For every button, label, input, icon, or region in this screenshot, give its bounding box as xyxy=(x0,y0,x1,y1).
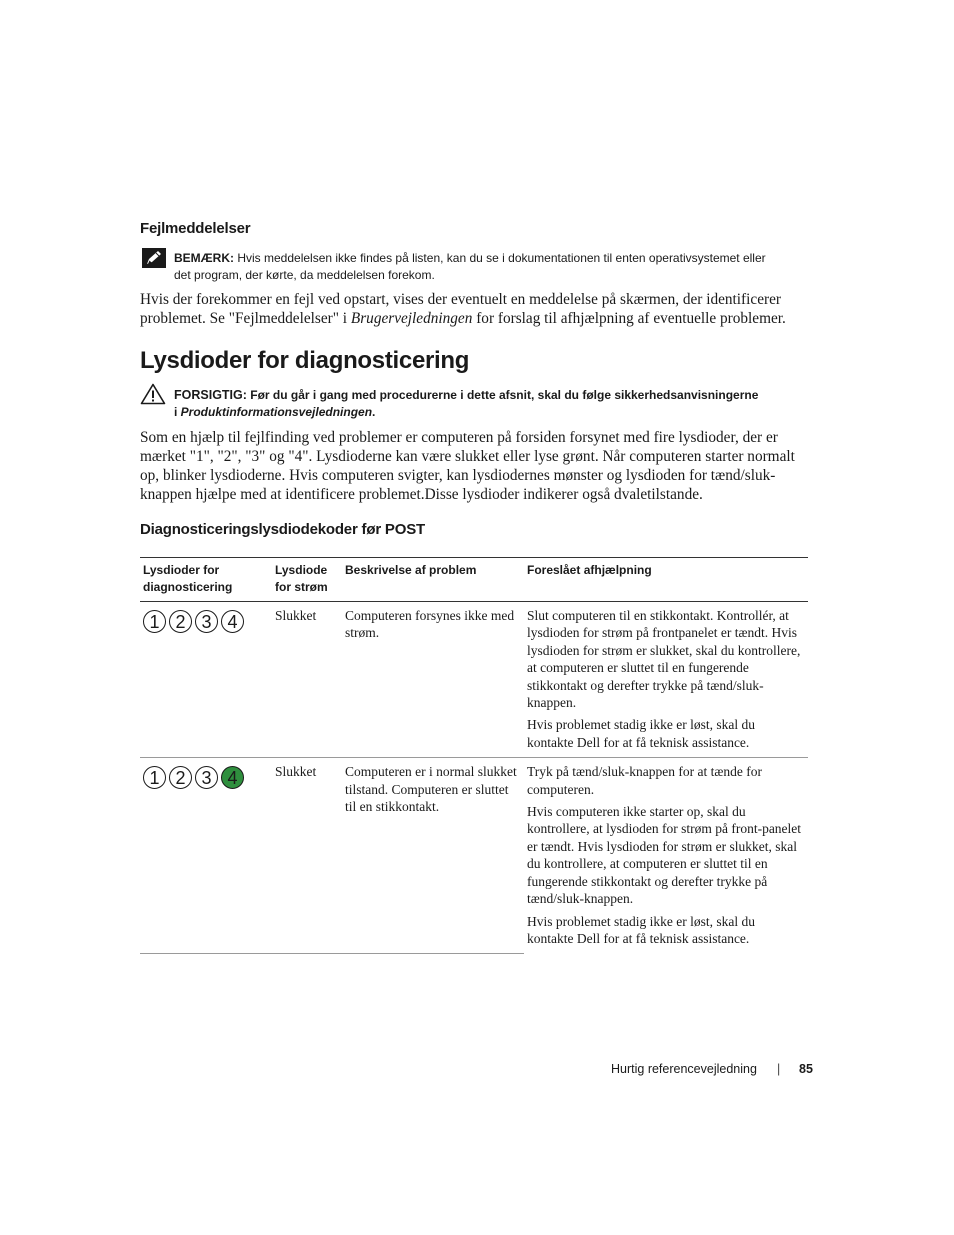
column-header-power-led xyxy=(272,558,342,602)
diagnostic-led-2: 2 xyxy=(169,610,192,633)
pencil-note-icon xyxy=(142,248,166,268)
table-heading: Diagnosticeringslysdiodekoder før POST xyxy=(140,521,425,538)
fejl-paragraph-part2: for forslag til afhjælpning af eventuelle problemer. xyxy=(472,310,786,327)
caution-text-line1: Før du går i gang med procedurerne i dette afsnit, skal du følge sikkerhedsanvisningerne xyxy=(250,388,759,402)
note-text-line1: Hvis meddelelsen ikke findes på listen, kan du se i dokumentationen til enten operativsystemet eller xyxy=(237,251,766,265)
caution-label: FORSIGTIG: xyxy=(174,388,247,402)
note-label: BEMÆRK: xyxy=(174,251,234,265)
column-header-diagnostic-leds-line2: diagnosticering xyxy=(143,580,233,594)
remedy-paragraph: Hvis problemet stadig ikke er løst, skal du kontakte Dell for at få teknisk assistance. xyxy=(527,913,755,946)
note-block xyxy=(174,250,814,284)
remedy-paragraph: Hvis problemet stadig ikke er løst, skal du kontakte Dell for at få teknisk assistance. xyxy=(527,717,755,750)
column-header-description: Beskrivelse af problem xyxy=(342,558,524,602)
diagnostic-paragraph: Som en hjælp til fejlfinding ved problemer er computeren på forsiden forsynet med fire lysdioder, der er mærket "1", "2", "3" og "4". Lysdioderne kan være slukket eller lyse grønt. Når computeren starter normalt op, blinker lysdioderne. Hvis computeren svigter, kan lysdiodernes mønster og lysdioden for tænd/sluk-knappen hjælpe med at identificere problemet.Disse lysdioder indikerer også dvaletilstande. xyxy=(140,429,795,503)
power-led-state: Slukket xyxy=(272,758,342,954)
column-header-remedy: Foreslået afhjælpning xyxy=(524,558,808,602)
table-row xyxy=(140,758,808,954)
caution-text-prefix: i xyxy=(174,405,181,419)
diagnostic-led-3: 3 xyxy=(195,610,218,633)
remedy-paragraph: Slut computeren til en stikkontakt. Kontrollér, at lysdioden for strøm på frontpanelet er tændt. Hvis lysdioden for strøm er slukket, skal du kontrollere, at computeren er sluttet til en fungerende stikkontakt og derefter trykke på tænd/sluk-knappen. xyxy=(527,608,801,711)
fejl-paragraph-part1: Hvis der forekommer en fejl ved opstart, vises der eventuelt en meddelelse på skærmen, der identificerer problemet. Se "Fejlmeddelelser" i xyxy=(140,291,781,327)
caution-text-suffix: . xyxy=(372,405,376,419)
page-title: Lysdioder for diagnosticering xyxy=(140,347,470,374)
note-text-line2: det program, der kørte, da meddelelsen forekom. xyxy=(174,268,435,282)
diagnostic-led-3: 3 xyxy=(195,766,218,789)
caution-text-italic: Produktinformationsvejledningen xyxy=(180,405,373,419)
fejl-paragraph xyxy=(140,290,812,328)
diagnostic-led-1: 1 xyxy=(143,610,166,633)
column-header-power-led-line1: Lysdiode xyxy=(275,563,328,577)
fejl-paragraph-italic: Brugervejledningen xyxy=(350,310,473,327)
problem-description: Computeren forsynes ikke med strøm. xyxy=(342,602,524,758)
footer-title: Hurtig referencevejledning xyxy=(611,1062,757,1076)
section-heading-fejlmeddelelser: Fejlmeddelelser xyxy=(140,220,251,237)
led-pattern-cell xyxy=(140,602,272,758)
power-led-state: Slukket xyxy=(272,602,342,758)
table-row xyxy=(140,602,808,758)
remedy-cell xyxy=(524,602,808,758)
led-pattern-cell xyxy=(140,758,272,954)
column-header-diagnostic-leds-line1: Lysdioder for xyxy=(143,563,220,577)
page-number: 85 xyxy=(799,1062,813,1076)
warning-triangle-icon xyxy=(140,383,166,405)
remedy-cell xyxy=(524,758,808,954)
column-header-power-led-line2: for strøm xyxy=(275,580,328,594)
led-pattern xyxy=(143,607,268,633)
remedy-paragraph: Hvis computeren ikke starter op, skal du kontrollere, at lysdioden for strøm på front-panelet er tændt. Hvis lysdioden for strøm er slukket, skal du kontrollere, at computeren er sluttet til en fungerende stikkontakt og derefter trykke på tænd/sluk-knappen. xyxy=(527,804,802,907)
diagnostic-led-table xyxy=(140,557,808,954)
remedy-paragraph: Tryk på tænd/sluk-knappen for at tænde for computeren. xyxy=(527,764,762,797)
led-pattern xyxy=(143,763,268,789)
diagnostic-led-4: 4 xyxy=(221,610,244,633)
table-header-row xyxy=(140,558,808,602)
column-header-diagnostic-leds xyxy=(140,558,272,602)
diagnostic-led-1: 1 xyxy=(143,766,166,789)
diagnostic-led-4-on: 4 xyxy=(221,766,244,789)
diagnostic-led-2: 2 xyxy=(169,766,192,789)
problem-description: Computeren er i normal slukket tilstand. Computeren er sluttet til en stikkontakt. xyxy=(342,758,524,954)
caution-block xyxy=(174,387,814,421)
footer-separator: | xyxy=(777,1062,781,1076)
